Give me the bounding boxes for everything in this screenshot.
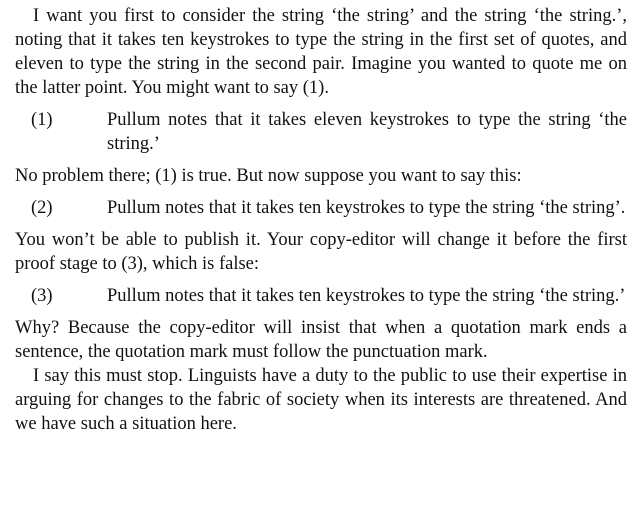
example-number: (3) <box>31 286 53 306</box>
example-2 <box>15 196 627 220</box>
example-number: (1) <box>31 110 53 130</box>
paragraph-conclusion: I say this must stop. Linguists have a duty to the public to use their expertise in arguing for changes to the fabric of society when its interests are threatened. And we have such a situation here. <box>15 366 627 434</box>
example-text: Pullum notes that it takes eleven keystrokes to type the string ‘the string.’ <box>107 110 627 154</box>
example-text: Pullum notes that it takes ten keystrokes to type the string ‘the string.’ <box>107 286 626 306</box>
paragraph-why: Why? Because the copy-editor will insist that when a quotation mark ends a sentence, the quotation mark must follow the punctuation mark. <box>15 318 627 362</box>
example-number: (2) <box>31 198 53 218</box>
example-3 <box>15 284 627 308</box>
paragraph-no-problem: No problem there; (1) is true. But now suppose you want to say this: <box>15 166 522 186</box>
paragraph-publish: You won’t be able to publish it. Your copy-editor will change it before the first proof stage to (3), which is false: <box>15 230 627 274</box>
paragraph-intro: I want you first to consider the string ‘the string’ and the string ‘the string.’, noting that it takes ten keystrokes to type the string in the first set of quotes, and eleven to type the string in the second pair. Imagine you wanted to quote me on the latter point. You might want to say (1). <box>15 6 627 98</box>
example-text: Pullum notes that it takes ten keystrokes to type the string ‘the string’. <box>107 198 626 218</box>
example-1 <box>15 108 627 156</box>
